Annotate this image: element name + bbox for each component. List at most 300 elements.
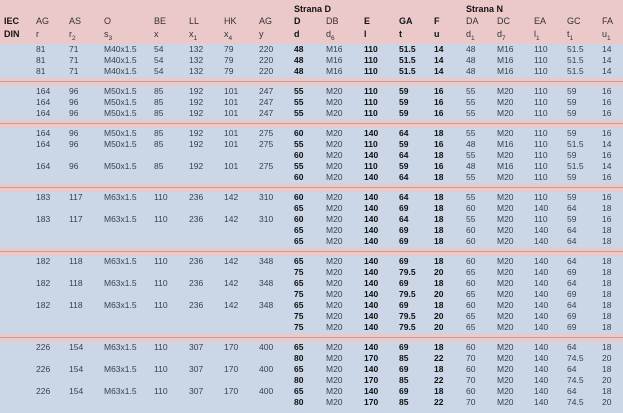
table-cell: 74.5 — [567, 353, 584, 363]
table-cell: 65 — [294, 342, 304, 352]
table-cell: 140 — [534, 311, 549, 321]
table-cell — [185, 311, 220, 322]
table-cell: 64 — [399, 150, 409, 160]
table-cell: 110 — [364, 161, 378, 171]
header-cell-dc-14 — [493, 3, 530, 42]
table-cell — [100, 267, 150, 278]
table-cell: 71 — [69, 55, 79, 65]
table-cell: M16 — [497, 44, 514, 54]
column-symbol-subscript: 1 — [607, 34, 611, 42]
table-cell: 101 — [224, 108, 239, 118]
group-header-label: Strana N — [466, 4, 504, 14]
table-cell: 140 — [534, 300, 549, 310]
table-cell: 22 — [434, 353, 444, 363]
table-cell: 65 — [466, 322, 476, 332]
table-cell — [220, 322, 255, 333]
table-cell — [65, 203, 100, 214]
table-cell: 275 — [259, 139, 274, 149]
table-cell: 60 — [294, 192, 304, 202]
table-cell: M40x1.5 — [104, 55, 137, 65]
table-cell: 140 — [364, 236, 379, 246]
table-cell — [220, 236, 255, 247]
column-code: O — [104, 16, 112, 26]
table-cell: 22 — [434, 397, 444, 407]
header-cell-o-3 — [100, 3, 150, 42]
table-cell: 55 — [466, 214, 476, 224]
table-cell: 18 — [434, 364, 444, 374]
header-cell-fa-17 — [598, 3, 623, 42]
table-cell: 16 — [602, 128, 612, 138]
table-cell — [0, 289, 32, 300]
table-cell: 142 — [224, 214, 239, 224]
table-cell: 65 — [294, 364, 304, 374]
table-cell — [0, 97, 32, 108]
table-cell: M20 — [326, 300, 343, 310]
column-symbol-subscript: 7 — [502, 34, 506, 42]
table-cell: 65 — [294, 236, 304, 246]
table-cell: 65 — [294, 386, 304, 396]
column-symbol: $d_1$ — [466, 29, 475, 42]
group-header-spacer — [4, 3, 32, 15]
table-cell: 192 — [189, 161, 204, 171]
table-cell: 164 — [36, 86, 51, 96]
table-cell: 118 — [69, 278, 83, 288]
table-cell: M63x1.5 — [104, 300, 137, 310]
table-cell: M20 — [326, 139, 343, 149]
table-cell: 14 — [602, 161, 612, 171]
table-cell — [220, 353, 255, 364]
table-cell — [150, 311, 185, 322]
table-cell: 110 — [364, 97, 378, 107]
table-cell: 65 — [466, 311, 476, 321]
column-code: FA — [602, 16, 614, 26]
table-cell: 59 — [567, 108, 577, 118]
table-cell — [220, 267, 255, 278]
table-cell: M20 — [497, 214, 514, 224]
table-row — [0, 161, 623, 172]
table-cell — [0, 203, 32, 214]
table-cell: 22 — [434, 375, 444, 385]
table-row — [0, 342, 623, 353]
table-cell — [220, 311, 255, 322]
table-cell: 20 — [434, 322, 444, 332]
table-cell: 55 — [294, 97, 304, 107]
table-cell: M20 — [326, 128, 343, 138]
table-cell: 48 — [294, 55, 304, 65]
table-cell: 170 — [224, 386, 239, 396]
table-cell: 60 — [294, 150, 304, 160]
group-header-spacer — [434, 3, 462, 15]
table-cell: 110 — [154, 364, 168, 374]
table-cell: 59 — [399, 139, 409, 149]
table-cell: 110 — [534, 55, 548, 65]
column-symbol: r — [36, 29, 39, 39]
table-cell: 110 — [364, 139, 378, 149]
table-cell: M20 — [497, 300, 514, 310]
table-cell — [150, 375, 185, 386]
table-cell: 14 — [434, 44, 444, 54]
table-cell — [150, 236, 185, 247]
table-cell — [255, 203, 290, 214]
table-cell: 69 — [567, 311, 577, 321]
table-cell: 59 — [567, 150, 577, 160]
table-cell: 65 — [294, 256, 304, 266]
table-cell: M16 — [326, 55, 343, 65]
table-cell: 110 — [534, 44, 548, 54]
table-cell: 64 — [567, 278, 577, 288]
table-cell: 69 — [399, 236, 409, 246]
table-cell: 60 — [466, 364, 476, 374]
table-cell: 20 — [434, 289, 444, 299]
header-cell-e-10 — [360, 3, 395, 42]
table-cell: 80 — [294, 353, 304, 363]
table-cell: 71 — [69, 66, 79, 76]
column-symbol: $l_1$ — [534, 29, 540, 42]
table-cell: 110 — [534, 108, 548, 118]
separator-line — [0, 251, 623, 252]
table-cell — [65, 322, 100, 333]
table-cell — [0, 150, 32, 161]
table-cell: M50x1.5 — [104, 86, 137, 96]
table-cell: M20 — [326, 353, 343, 363]
table-cell — [65, 311, 100, 322]
table-cell — [0, 311, 32, 322]
table-cell: 20 — [602, 397, 612, 407]
column-code: D — [294, 16, 301, 26]
table-cell: 48 — [466, 161, 476, 171]
table-cell: 55 — [466, 150, 476, 160]
table-cell: M40x1.5 — [104, 66, 137, 76]
table-row — [0, 44, 623, 55]
table-cell: 110 — [364, 108, 378, 118]
table-cell: 140 — [534, 322, 549, 332]
header-cell-ga-11 — [395, 3, 430, 42]
table-cell: M50x1.5 — [104, 139, 137, 149]
table-cell: 69 — [399, 203, 409, 213]
table-cell — [65, 267, 100, 278]
table-cell: 140 — [534, 267, 549, 277]
column-symbol: $u_1$ — [602, 29, 611, 42]
table-cell: 140 — [364, 342, 379, 352]
table-cell: 110 — [364, 55, 378, 65]
table-cell: 59 — [399, 161, 409, 171]
table-cell: 18 — [434, 342, 444, 352]
table-cell: M20 — [497, 342, 514, 352]
group-header-spacer — [364, 3, 395, 15]
table-cell: 65 — [294, 300, 304, 310]
table-cell: 64 — [567, 236, 577, 246]
separator-line — [0, 123, 623, 124]
group-header-spacer — [567, 3, 598, 15]
column-code: DC — [497, 16, 510, 26]
table-cell: M20 — [497, 289, 514, 299]
table-cell — [0, 66, 32, 77]
column-symbol-subscript: 4 — [228, 34, 233, 42]
table-cell: 75 — [294, 289, 304, 299]
column-code: DA — [466, 16, 479, 26]
table-cell: 85 — [399, 397, 409, 407]
table-cell: 51.5 — [399, 44, 416, 54]
table-cell: 48 — [466, 55, 476, 65]
group-header-spacer — [602, 3, 623, 15]
table-cell: M20 — [326, 225, 343, 235]
table-cell: 142 — [224, 278, 239, 288]
table-cell: 140 — [364, 256, 379, 266]
table-cell — [100, 375, 150, 386]
column-symbol: $t_1$ — [567, 29, 574, 42]
column-code: E — [364, 16, 371, 26]
table-cell: 16 — [434, 97, 444, 107]
table-cell — [150, 225, 185, 236]
table-cell: 118 — [69, 300, 83, 310]
table-cell: 69 — [399, 256, 409, 266]
table-cell: 55 — [466, 108, 476, 118]
header-cell-ag-1 — [32, 3, 65, 42]
table-cell: 69 — [567, 322, 577, 332]
table-cell: 140 — [364, 225, 379, 235]
column-symbol: x — [154, 29, 159, 39]
column-symbol: $x_4$ — [224, 29, 233, 42]
table-cell: 18 — [602, 386, 612, 396]
table-cell: 81 — [36, 44, 46, 54]
table-cell — [185, 397, 220, 408]
table-cell: 54 — [154, 66, 164, 76]
table-row — [0, 214, 623, 225]
table-cell: 80 — [294, 397, 304, 407]
table-cell: 65 — [294, 278, 304, 288]
table-cell: 85 — [154, 161, 164, 171]
table-cell — [0, 108, 32, 119]
table-cell: 18 — [602, 256, 612, 266]
table-cell: 142 — [224, 300, 239, 310]
table-cell: 64 — [399, 172, 409, 182]
table-cell — [185, 353, 220, 364]
table-cell: 69 — [399, 386, 409, 396]
table-cell: M63x1.5 — [104, 364, 137, 374]
table-cell: M40x1.5 — [104, 44, 137, 54]
table-cell: 140 — [364, 128, 379, 138]
table-cell: 69 — [399, 278, 409, 288]
table-cell — [0, 353, 32, 364]
table-cell: 307 — [189, 342, 204, 352]
table-cell: 59 — [567, 192, 577, 202]
table-cell: 81 — [36, 66, 46, 76]
table-row — [0, 300, 623, 311]
table-cell: 110 — [534, 172, 548, 182]
table-cell: M20 — [497, 267, 514, 277]
table-cell — [32, 289, 65, 300]
table-cell: M20 — [497, 322, 514, 332]
table-cell — [0, 386, 32, 397]
table-row — [0, 225, 623, 236]
table-cell: 183 — [36, 214, 51, 224]
table-cell: 60 — [466, 256, 476, 266]
table-cell: 55 — [466, 172, 476, 182]
table-cell: M50x1.5 — [104, 161, 137, 171]
table-cell: 170 — [364, 353, 379, 363]
table-cell — [32, 322, 65, 333]
column-code: AG — [259, 16, 273, 26]
table-cell: 18 — [602, 203, 612, 213]
table-cell: 48 — [294, 66, 304, 76]
table-cell: 18 — [434, 300, 444, 310]
table-row — [0, 256, 623, 267]
table-row — [0, 172, 623, 183]
table-cell — [32, 375, 65, 386]
table-cell: 55 — [294, 161, 304, 171]
table-cell: 85 — [399, 375, 409, 385]
table-cell: 60 — [466, 225, 476, 235]
table-cell — [0, 278, 32, 289]
table-cell: 64 — [567, 300, 577, 310]
table-cell: M20 — [326, 236, 343, 246]
table-cell: M20 — [497, 375, 514, 385]
table-cell: 236 — [189, 256, 204, 266]
table-cell: 71 — [69, 44, 79, 54]
table-cell — [220, 289, 255, 300]
table-cell — [0, 364, 32, 375]
table-cell: 16 — [434, 108, 444, 118]
table-cell: M20 — [326, 161, 343, 171]
table-cell: 20 — [434, 311, 444, 321]
header-cell-f-12 — [430, 3, 462, 42]
table-cell: 110 — [154, 214, 168, 224]
table-cell: M20 — [326, 192, 343, 202]
group-header-spacer — [154, 3, 185, 15]
table-cell — [255, 267, 290, 278]
table-cell: 170 — [224, 364, 239, 374]
table-cell — [100, 172, 150, 183]
table-cell — [32, 311, 65, 322]
column-symbol: d — [294, 29, 300, 39]
table-cell: 59 — [399, 108, 409, 118]
table-cell: 182 — [36, 256, 51, 266]
table-cell: 140 — [364, 278, 379, 288]
table-cell: 154 — [69, 364, 84, 374]
table-cell: 16 — [602, 192, 612, 202]
table-cell: M63x1.5 — [104, 342, 137, 352]
group-header-spacer — [497, 3, 530, 15]
table-cell: 348 — [259, 278, 274, 288]
table-cell: 275 — [259, 128, 274, 138]
table-cell: 55 — [466, 128, 476, 138]
table-cell — [185, 236, 220, 247]
table-cell: 18 — [602, 236, 612, 246]
table-cell: M20 — [497, 86, 514, 96]
separator-line — [0, 81, 623, 82]
table-cell — [32, 225, 65, 236]
table-cell: M20 — [326, 108, 343, 118]
column-code: IEC — [4, 16, 20, 26]
table-cell: 59 — [567, 86, 577, 96]
table-cell: 236 — [189, 214, 204, 224]
group-header-spacer — [36, 3, 65, 15]
table-cell — [100, 236, 150, 247]
table-row — [0, 139, 623, 150]
table-cell: 64 — [567, 203, 577, 213]
table-cell: 59 — [399, 86, 409, 96]
table-cell — [65, 289, 100, 300]
table-row — [0, 128, 623, 139]
table-cell: 164 — [36, 161, 51, 171]
table-cell — [255, 322, 290, 333]
table-cell: 140 — [364, 322, 379, 332]
table-cell: 48 — [466, 44, 476, 54]
table-cell: 307 — [189, 364, 204, 374]
table-cell — [255, 353, 290, 364]
table-cell: 59 — [399, 97, 409, 107]
table-cell: 192 — [189, 86, 204, 96]
table-cell — [185, 150, 220, 161]
separator-line — [0, 187, 623, 188]
table-cell: M20 — [497, 311, 514, 321]
table-cell: 79 — [224, 55, 234, 65]
table-cell — [100, 397, 150, 408]
column-symbol-subscript: 1 — [569, 34, 574, 42]
table-cell: 70 — [466, 375, 476, 385]
table-cell: M20 — [497, 397, 514, 407]
table-cell: 85 — [154, 97, 164, 107]
table-cell: 64 — [399, 128, 409, 138]
table-cell — [185, 322, 220, 333]
table-cell: 69 — [399, 225, 409, 235]
group-header-spacer — [326, 3, 360, 15]
table-cell: 110 — [534, 192, 548, 202]
column-symbol-subscript: 6 — [331, 34, 335, 42]
table-cell — [0, 192, 32, 203]
table-cell: 51.5 — [567, 139, 584, 149]
table-cell — [150, 150, 185, 161]
column-symbol-subscript: 2 — [72, 34, 76, 42]
table-cell: 110 — [534, 150, 548, 160]
table-cell: 16 — [434, 161, 444, 171]
table-cell: M20 — [497, 192, 514, 202]
table-cell — [185, 203, 220, 214]
table-cell: 85 — [154, 108, 164, 118]
table-cell: 96 — [69, 97, 79, 107]
table-cell: 140 — [364, 300, 379, 310]
table-row — [0, 386, 623, 397]
header-cell-ea-15 — [530, 3, 563, 42]
table-cell: 14 — [602, 44, 612, 54]
table-cell — [0, 322, 32, 333]
table-cell: 14 — [434, 66, 444, 76]
table-cell: 64 — [567, 225, 577, 235]
table-cell — [255, 225, 290, 236]
header-cell-ll-5 — [185, 3, 220, 42]
table-cell: 16 — [602, 97, 612, 107]
table-cell: 55 — [294, 139, 304, 149]
table-cell — [65, 236, 100, 247]
table-cell: 140 — [534, 256, 549, 266]
header-cell-gc-16 — [563, 3, 598, 42]
table-cell: 220 — [259, 66, 274, 76]
table-cell: 96 — [69, 139, 79, 149]
table-cell: 236 — [189, 300, 204, 310]
table-cell: 101 — [224, 161, 239, 171]
table-cell: 164 — [36, 108, 51, 118]
table-cell: M20 — [497, 150, 514, 160]
table-body — [0, 44, 623, 408]
table-cell — [32, 236, 65, 247]
table-cell: 18 — [434, 192, 444, 202]
table-cell: 307 — [189, 386, 204, 396]
table-cell: 132 — [189, 55, 204, 65]
table-cell: 75 — [294, 311, 304, 321]
group-header-label: Strana D — [294, 4, 332, 14]
table-cell: 60 — [294, 172, 304, 182]
table-cell: M50x1.5 — [104, 108, 137, 118]
